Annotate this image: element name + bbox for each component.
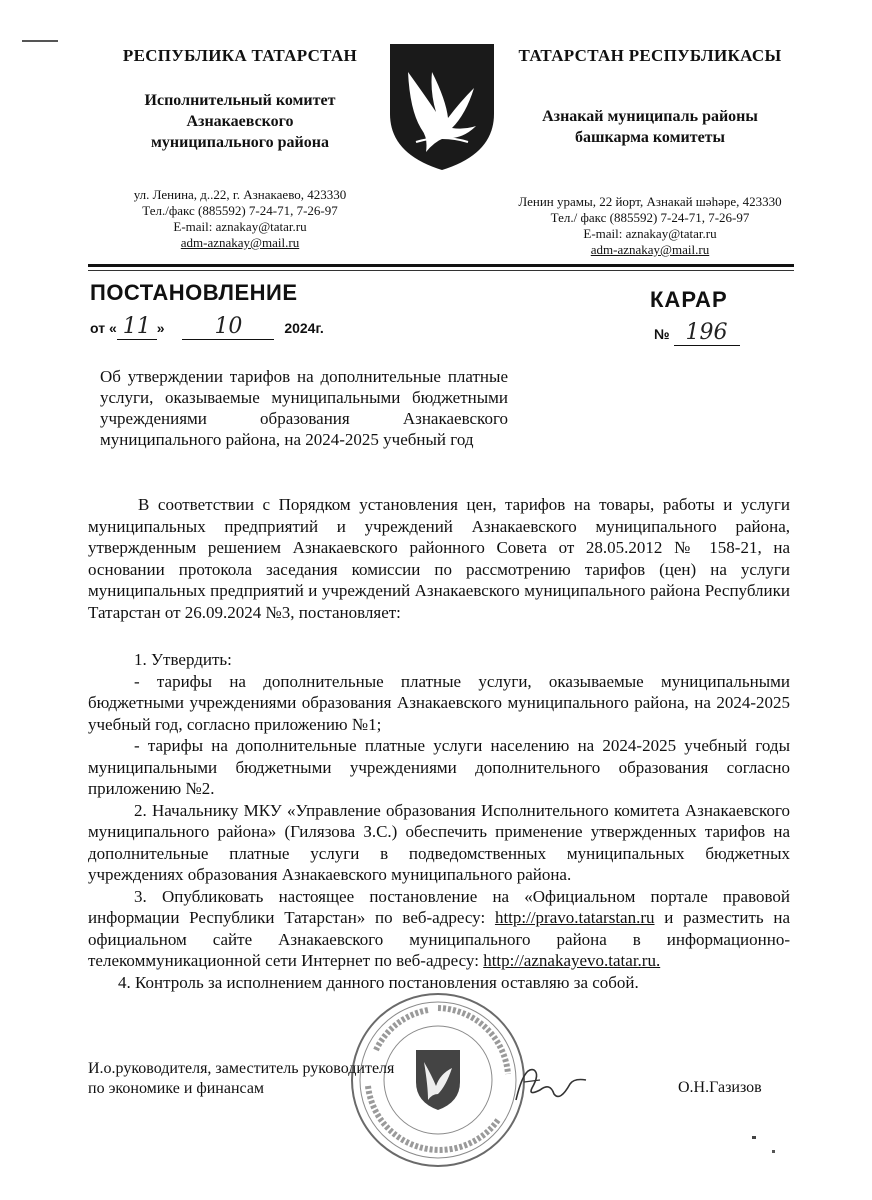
decree-title-right: КАРАР bbox=[650, 287, 728, 312]
decree-date bbox=[90, 316, 324, 340]
signature-position-1: И.о.руководителя, заместитель руководителя bbox=[88, 1060, 395, 1077]
header-divider-thin bbox=[88, 270, 794, 271]
header-left-email2: adm-aznakay@mail.ru bbox=[180, 235, 300, 250]
header-right-email: E-mail: aznakay@tatar.ru bbox=[583, 226, 717, 241]
number-prefix: № bbox=[654, 326, 670, 342]
header-right bbox=[500, 46, 800, 258]
emblem-eagle-icon bbox=[386, 42, 498, 172]
item1-b: - тарифы на дополнительные платные услуги населению на 2024-2025 учебный годы муниципальными бюджетными учреждениями дополнительного образования согласно приложению №2. bbox=[88, 736, 790, 798]
scan-mark bbox=[22, 40, 58, 42]
number-value: 196 bbox=[685, 320, 728, 345]
header-left bbox=[95, 46, 385, 251]
header-left-org-2: Азнакаевского bbox=[186, 113, 294, 130]
decree-title-left: ПОСТАНОВЛЕНИЕ bbox=[90, 280, 298, 305]
header-right-email2: adm-aznakay@mail.ru bbox=[590, 242, 710, 257]
decree-body bbox=[88, 494, 790, 993]
header-right-republic: ТАТАРСТАН РЕСПУБЛИКАСЫ bbox=[518, 46, 782, 65]
handwritten-signature bbox=[510, 1060, 590, 1110]
header-left-address: ул. Ленина, д..22, г. Азнакаево, 423330 bbox=[133, 187, 347, 202]
decree-subject: Об утверждении тарифов на дополнительные платные услуги, оказываемые муниципальными бюджетными учреждениями образования Азнакаевского муниципального района, на 2024-2025 учебный год bbox=[100, 367, 508, 449]
item3-link2[interactable]: http://aznakayevo.tatar.ru. bbox=[483, 951, 661, 970]
emblem bbox=[386, 42, 498, 172]
scan-speck bbox=[752, 1136, 756, 1139]
item3 bbox=[88, 886, 790, 972]
item3-link1[interactable]: http://pravo.tatarstan.ru bbox=[494, 908, 655, 927]
header-right-phone: Тел./ факс (885592) 7-24-71, 7-26-97 bbox=[550, 210, 750, 225]
header-left-org-3: муниципального района bbox=[151, 134, 329, 151]
header-right-org-2: башкарма комитеты bbox=[574, 129, 726, 146]
header-left-email: E-mail: aznakay@tatar.ru bbox=[173, 219, 307, 234]
item3-part2: и разместить на официальном сайте Азнакаевского муниципального района в информационно-телекоммуникационной сети Интернет по веб-адресу: bbox=[88, 908, 791, 970]
header-left-phone: Тел./факс (885592) 7-24-71, 7-26-97 bbox=[142, 203, 338, 218]
item1-a: - тарифы на дополнительные платные услуги, оказываемые муниципальными бюджетными учреждениями образования Азнакаевского муниципального района, на 2024-2025 учебный год, согласно приложению №1; bbox=[88, 671, 790, 734]
header-divider bbox=[88, 264, 794, 267]
signature-scribble-icon bbox=[510, 1060, 590, 1110]
date-month: 10 bbox=[214, 314, 243, 339]
scan-speck bbox=[772, 1150, 775, 1153]
signature-position bbox=[88, 1059, 394, 1099]
header-left-org-1: Исполнительный комитет bbox=[144, 92, 336, 109]
item4: 4. Контроль за исполнением данного постановления оставляю за собой. bbox=[118, 972, 639, 992]
item3-part1: 3. Опубликовать настоящее постановление на «Официальном портале правовой информации Республики Татарстан» по веб-адресу: bbox=[88, 886, 790, 927]
date-prefix: от « bbox=[90, 320, 117, 336]
signature-name: О.Н.Газизов bbox=[678, 1079, 762, 1096]
header-left-republic: РЕСПУБЛИКА ТАТАРСТАН bbox=[122, 46, 358, 65]
signature-position-2: по экономике и финансам bbox=[88, 1080, 265, 1097]
item1-head: 1. Утвердить: bbox=[134, 650, 232, 669]
decree-number bbox=[654, 322, 740, 346]
date-mid: » bbox=[156, 320, 165, 336]
header-right-org-1: Азнакай муниципаль районы bbox=[542, 108, 758, 125]
header-right-address: Ленин урамы, 22 йорт, Азнакай шәһәре, 423330 bbox=[518, 194, 782, 209]
date-year: 2024г. bbox=[284, 320, 324, 336]
item2: 2. Начальнику МКУ «Управление образования Исполнительного комитета Азнакаевского муниципального района» (Гилязова З.С.) обеспечить применение утвержденных тарифов на дополнительные платные услуги в подведомственных муниципальных бюджетных учреждениях образования Азнакаевского муниципального района. bbox=[88, 800, 790, 884]
date-day: 11 bbox=[122, 314, 151, 339]
preamble: В соответствии с Порядком установления цен, тарифов на товары, работы и услуги муниципальных предприятий и учреждений Азнакаевского муниципального района, утвержденным решением Азнакаевского районного Совета от 28.05.2012 № 158-21, на основании протокола заседания комиссии по рассмотрению тарифов (цен) на услуги муниципальных предприятий и учреждений Азнакаевского муниципального района Республики Татарстан от 26.09.2024 №3, постановляет: bbox=[88, 495, 790, 622]
